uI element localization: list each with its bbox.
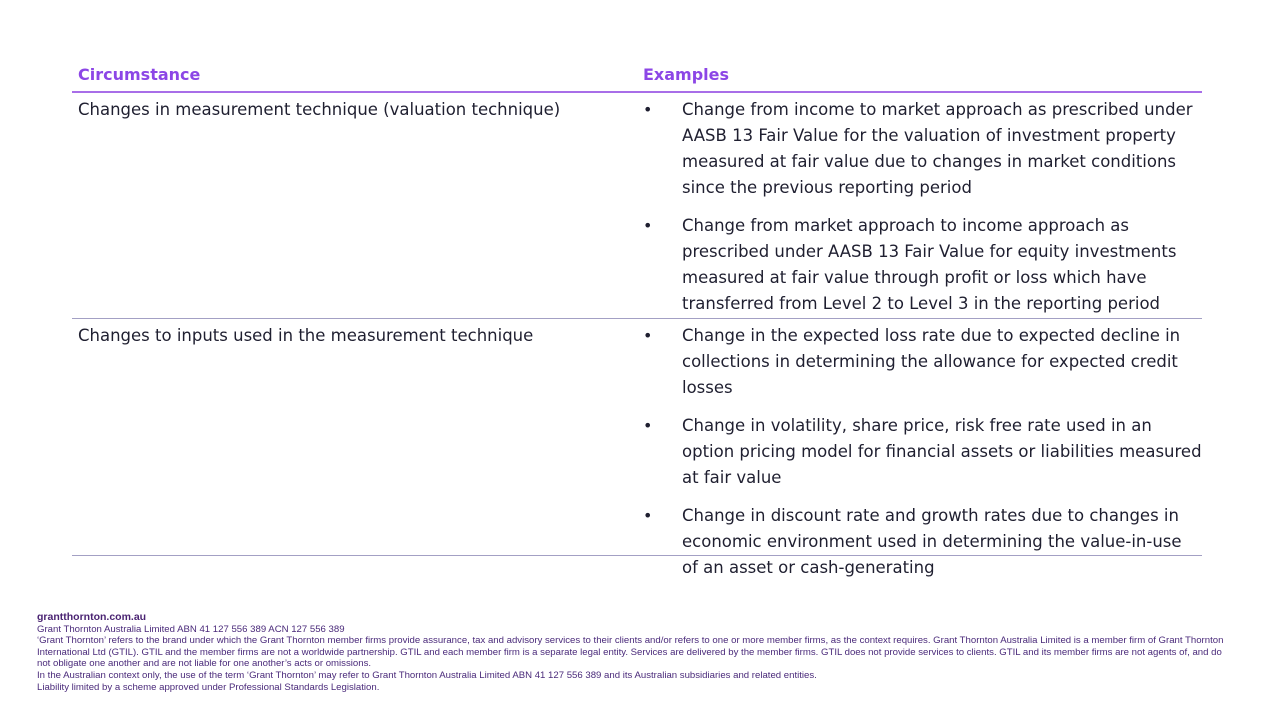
table-row-inputs [72,319,1202,577]
bullet-icon: • [643,100,653,119]
bullet-icon: • [643,326,653,345]
bullet-icon: • [643,216,653,235]
example-item [643,97,1202,201]
bullet-icon: • [643,416,653,435]
example-item [643,413,1202,491]
header-examples: Examples [643,65,730,84]
circumstance-cell: Changes in measurement technique (valuation technique) [78,100,561,119]
context-disclaimer: In the Australian context only, the use of the term ‘Grant Thornton’ may refer to Grant Thornton Australia Limited ABN 41 127 556 389 and its Australian subsidiaries and related entities. [37,669,817,681]
table-header-row [72,60,1202,93]
header-circumstance: Circumstance [78,65,201,84]
examples-list [643,93,1202,317]
circumstances-table [72,60,1202,577]
example-text: Change from income to market approach as prescribed under AASB 13 Fair Value for the valuation of investment property measured at fair value due to changes in market conditions since the previous reporting period [682,100,1193,197]
website-link[interactable]: grantthornton.com.au [37,611,147,623]
example-item [643,323,1202,401]
liability-line: Liability limited by a scheme approved under Professional Standards Legislation. [37,681,380,693]
example-text: Change in discount rate and growth rates due to changes in economic environment used in determining the value-in-use of an asset or cash-generating [682,506,1182,577]
brand-disclaimer: ‘Grant Thornton’ refers to the brand under which the Grant Thornton member firms provide assurance, tax and advisory services to their clients and/or refers to one or more member firms, as the context requires. Grant Thornton Australia Limited is a member firm of Grant Thornton International Ltd (GTIL). GTIL and the member firms are not a worldwide partnership. GTIL and each member firm is a separate legal entity. Services are delivered by the member firms. GTIL does not provide services to clients. GTIL and its member firms are not agents of, and do not obligate one another and are not liable for one another’s acts or omissions. [37,635,1224,670]
example-item [643,503,1202,581]
table-row-measurement-technique [72,93,1202,319]
example-text: Change in volatility, share price, risk free rate used in an option pricing model for financial assets or liabilities measured at fair value [682,416,1202,487]
abn-line: Grant Thornton Australia Limited ABN 41 127 556 389 ACN 127 556 389 [37,623,345,635]
example-text: Change in the expected loss rate due to expected decline in collections in determining the allowance for expected credit losses [682,326,1181,397]
example-text: Change from market approach to income approach as prescribed under AASB 13 Fair Value for equity investments measured at fair value through profit or loss which have transferred from Level 2 to Level 3 in the reporting period [682,216,1177,313]
example-item [643,213,1202,317]
examples-list [643,319,1202,581]
circumstance-cell: Changes to inputs used in the measurement technique [78,326,534,345]
bullet-icon: • [643,506,653,525]
legal-footer [37,612,1237,693]
